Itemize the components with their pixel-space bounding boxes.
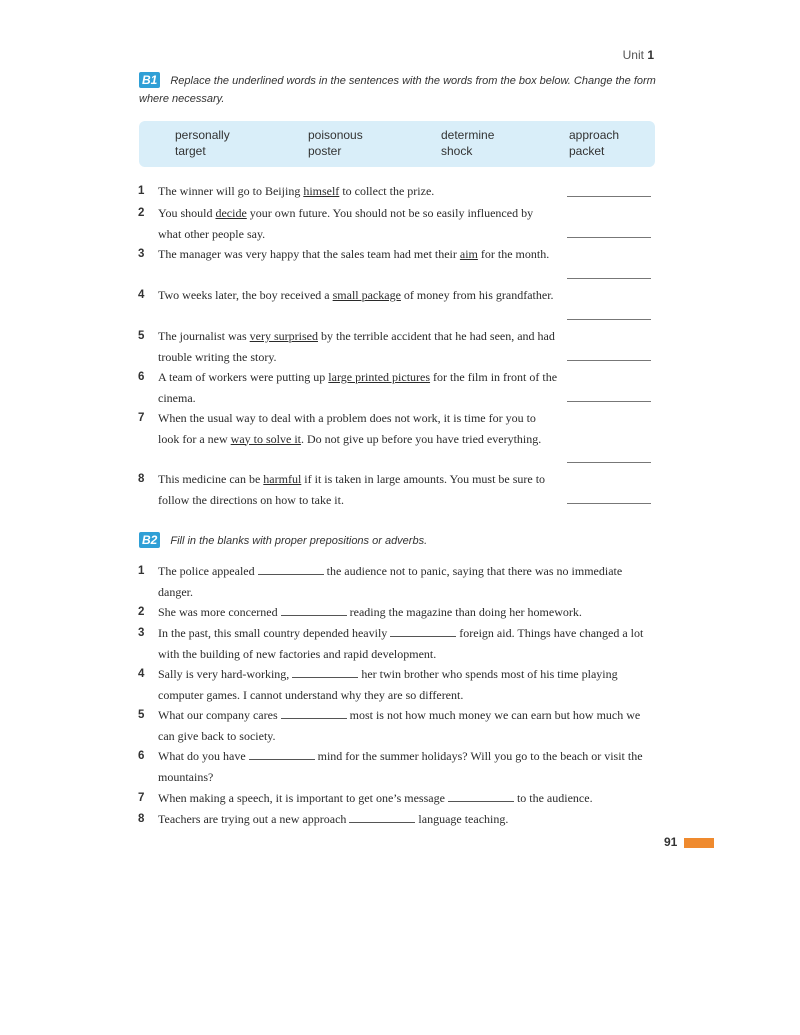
question-text: Teachers are trying out a new approach — [158, 812, 347, 826]
fill-blank[interactable] — [258, 563, 324, 575]
question-text: When making a speech, it is important to get one’s message — [158, 791, 445, 805]
question-text: The winner will go to Beijing — [158, 184, 304, 198]
question-text: reading the magazine than doing her homework. — [349, 605, 582, 619]
b1-question — [138, 181, 558, 202]
fill-blank[interactable] — [281, 604, 347, 616]
b2-question — [138, 788, 650, 809]
question-text: language teaching. — [418, 812, 509, 826]
page-number: 91 — [664, 835, 678, 849]
b2-question — [138, 705, 650, 746]
question-text: your own future. You should not be so easily influenced by what other people say. — [158, 206, 534, 241]
b1-badge: B1 — [139, 72, 160, 88]
question-text: You should — [158, 206, 216, 220]
question-number: 7 — [138, 792, 145, 804]
b2-question — [138, 664, 650, 705]
question-number: 1 — [138, 185, 145, 197]
b1-question — [138, 367, 558, 408]
unit-header — [623, 48, 654, 62]
question-number: 1 — [138, 565, 145, 577]
question-text: mind for the summer holidays? Will you go to the beach or visit the mountains? — [158, 749, 643, 784]
answer-line[interactable] — [567, 319, 651, 320]
question-text: The police appealed — [158, 564, 255, 578]
word-box-item: packet — [569, 144, 605, 158]
answer-line[interactable] — [567, 462, 651, 463]
question-number: 3 — [138, 248, 145, 260]
question-text: In the past, this small country depended heavily — [158, 626, 388, 640]
word-box-item: poster — [308, 144, 342, 158]
word-box — [139, 121, 655, 167]
b1-instruction-text: Replace the underlined words in the sentences with the words from the box below. Change the form where necessary. — [139, 75, 656, 105]
question-text: most is not how much money we can earn but how much we can give back to society. — [158, 708, 641, 743]
question-number: 2 — [138, 606, 145, 618]
b1-question — [138, 326, 558, 367]
answer-line[interactable] — [567, 360, 651, 361]
answer-line[interactable] — [567, 401, 651, 402]
b1-instruction — [139, 72, 659, 108]
question-number: 5 — [138, 709, 145, 721]
question-text: The journalist was — [158, 329, 250, 343]
question-number: 5 — [138, 330, 145, 342]
b2-instruction — [139, 532, 659, 550]
question-number: 7 — [138, 412, 145, 424]
fill-blank[interactable] — [390, 625, 456, 637]
question-text: for the film in front of the cinema. — [158, 370, 558, 405]
question-text: for the month. — [477, 247, 550, 261]
question-text: . Do not give up before you have tried everything. — [300, 431, 542, 446]
fill-blank[interactable] — [249, 748, 315, 760]
fill-blank[interactable] — [281, 707, 347, 719]
question-text: She was more concerned — [158, 605, 278, 619]
b1-question — [138, 244, 558, 265]
b2-question — [138, 746, 650, 787]
word-box-item: personally — [175, 128, 230, 142]
answer-line[interactable] — [567, 278, 651, 279]
underlined-word: small package — [332, 288, 401, 302]
question-text: When the usual way to deal with a problem does not work, it is time for you to look for a new — [158, 411, 536, 446]
question-number: 8 — [138, 813, 145, 825]
question-text: if it is taken in large amounts. You must be sure to follow the directions on how to take it. — [158, 472, 546, 507]
question-number: 2 — [138, 207, 145, 219]
word-box-item: approach — [569, 128, 620, 142]
question-text: of money from his grandfather. — [400, 288, 554, 302]
underlined-word: himself — [303, 184, 340, 198]
question-text: foreign aid. Things have changed a lot with the building of new factories and rapid development. — [158, 626, 644, 661]
underlined-word: aim — [459, 247, 478, 261]
unit-label: Unit — [622, 48, 644, 62]
page-number-bar — [684, 838, 714, 848]
word-box-item: target — [175, 144, 206, 158]
question-text: to the audience. — [516, 791, 593, 805]
fill-blank[interactable] — [292, 666, 358, 678]
underlined-word: harmful — [263, 472, 302, 486]
b2-question — [138, 623, 650, 664]
b1-question — [138, 285, 558, 306]
question-text: her twin brother who spends most of his time playing computer games. I cannot understand why they are so different. — [158, 667, 618, 702]
question-text: A team of workers were putting up — [158, 370, 329, 384]
underlined-word: very surprised — [249, 329, 318, 343]
question-text: This medicine can be — [158, 472, 264, 486]
question-number: 6 — [138, 750, 145, 762]
b2-instruction-text: Fill in the blanks with proper prepositions or adverbs. — [170, 535, 428, 547]
b2-question — [138, 809, 650, 830]
underlined-word: large printed pictures — [328, 370, 431, 384]
answer-line[interactable] — [567, 503, 651, 504]
b2-badge: B2 — [139, 532, 160, 548]
question-text: The manager was very happy that the sales team had met their — [158, 247, 460, 261]
word-box-item: determine — [441, 128, 495, 142]
fill-blank[interactable] — [448, 790, 514, 802]
question-text: to collect the prize. — [339, 184, 435, 198]
question-text: What do you have — [158, 749, 246, 763]
b2-question — [138, 561, 650, 602]
word-box-item: shock — [441, 144, 473, 158]
question-text: What our company cares — [158, 708, 278, 722]
question-number: 6 — [138, 371, 145, 383]
question-number: 4 — [138, 668, 145, 680]
unit-number: 1 — [647, 48, 654, 62]
question-text: by the terrible accident that he had seen, and had trouble writing the story. — [158, 329, 555, 364]
word-box-item: poisonous — [308, 128, 363, 142]
question-number: 4 — [138, 289, 145, 301]
question-number: 3 — [138, 627, 145, 639]
question-text: Sally is very hard-working, — [158, 667, 290, 681]
fill-blank[interactable] — [349, 811, 415, 823]
underlined-word: decide — [215, 206, 247, 220]
b1-question — [138, 408, 558, 449]
question-text: the audience not to panic, saying that there was no immediate danger. — [158, 564, 623, 599]
answer-line[interactable] — [567, 196, 651, 197]
underlined-word: way to solve it — [230, 431, 301, 446]
b2-question — [138, 602, 650, 623]
b1-question — [138, 203, 558, 244]
question-text: Two weeks later, the boy received a — [158, 288, 333, 302]
b1-question — [138, 469, 558, 510]
question-number: 8 — [138, 473, 145, 485]
answer-line[interactable] — [567, 237, 651, 238]
